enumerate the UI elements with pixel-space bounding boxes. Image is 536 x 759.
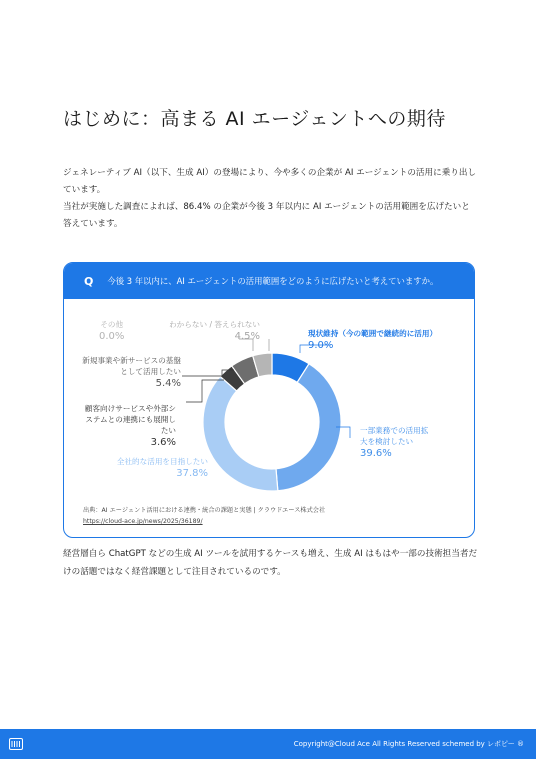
label-external-integration: 顧客向けサービスや外部システムとの連携にも展開したい 3.6%: [84, 404, 176, 448]
source-citation: [83, 505, 325, 527]
intro-paragraph-1: ジェネレーティブ AI（以下、生成 AI）の登場により、今や多くの企業が AI エージェントの活用に乗り出しています。: [63, 168, 477, 195]
leader-lines: [64, 263, 475, 538]
book-icon: [9, 738, 23, 750]
page-title: はじめに：高まる AI エージェントへの期待: [63, 108, 446, 130]
closing-paragraph: 経営層自ら ChatGPT などの生成 AI ツールを試用するケースも増え、生成 AI はもはや一部の技術担当者だけの話題ではなく経営課題として注目されているのです。: [63, 549, 478, 577]
label-other: その他 0.0%: [99, 320, 125, 342]
intro-paragraph-2: 当社が実施した調査によれば、86.4% の企業が今後 3 年以内に AI エージェントの活用範囲を広げたいと答えています。: [63, 202, 470, 229]
intro-text: [63, 165, 478, 233]
label-new-business: 新規事業や新サービスの基盤として活用したい 5.4%: [82, 356, 181, 389]
footer-bar: [0, 729, 536, 759]
source-line: 出典：AI エージェント活用における連携・統合の課題と実態 | クラウドエース株式会社: [83, 507, 326, 514]
question-text: 今後 3 年以内に、AI エージェントの活用範囲をどのように広げたいと考えていますか。: [107, 276, 439, 286]
label-company-wide: 全社的な活用を目指したい 37.8%: [116, 457, 208, 479]
source-link[interactable]: https://cloud-ace.jp/news/2025/36189/: [83, 518, 203, 525]
label-status-quo: 現状維持（今の範囲で継続的に活用） 9.0%: [308, 329, 438, 351]
survey-card: [63, 262, 475, 538]
label-partial-expansion: 一部業務での活用拡大を検討したい 39.6%: [360, 426, 429, 459]
footer-copyright: Copyright@Cloud Ace All Rights Reserved schemed by レポピー ®: [293, 740, 524, 748]
label-unknown: わからない / 答えられない 4.5%: [169, 320, 260, 342]
question-mark: Q: [84, 274, 94, 288]
